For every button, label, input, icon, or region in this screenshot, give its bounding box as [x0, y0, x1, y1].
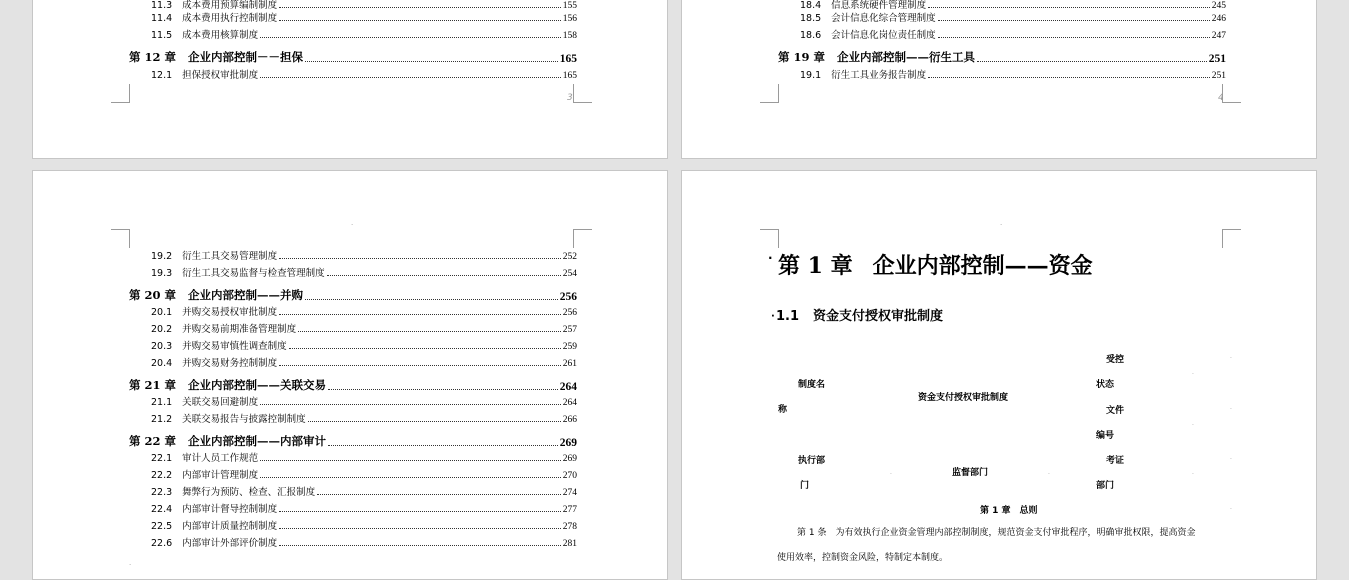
toc-entry[interactable]: 19.1 衍生工具业务报告制度 251 — [800, 70, 1226, 81]
margin-corner-mark — [1222, 84, 1241, 103]
article-paragraph[interactable]: 第 1 条 为有效执行企业资金管理内部控制制度，规范资金支付审批程序，明确审批权限，提高资金 使用效率，控制资金风险，特制定本制度。 — [777, 528, 1196, 563]
margin-corner-mark — [1222, 229, 1241, 248]
exec-dept-label: 门 — [800, 481, 810, 491]
document-page-3 — [32, 0, 668, 159]
table-chapter-head: 第 1 章 总则 — [980, 506, 1038, 516]
document-page-4 — [681, 0, 1317, 159]
toc-entry[interactable]: 20.4 并购交易财务控制制度 261 — [151, 358, 577, 369]
chapter-heading[interactable]: 第 1 章 企业内部控制——资金 — [778, 253, 1093, 279]
document-page-6: . · 第 1 章 企业内部控制——资金 · 1.1 资金支付授权审批制度 受控 状态 文件 编号 考证 部门 制度名 称 资金支付授权审批制度 执行部 门 监督部门 第 1 章 总则 . . . . . . . . . 第 1 条 为有效执行企业资金管理内部控制制度，规范资金支付审批程序，明确审批权限，提高资金 使用效率，控制资金风险，特制定本制度。 — [681, 170, 1317, 580]
toc-entry[interactable]: 19.3 衍生工具交易监督与检查管理制度 254 — [151, 268, 577, 279]
toc-entry[interactable]: 22.3 舞弊行为预防、检查、汇报制度 274 — [151, 487, 577, 498]
policy-name-label: 称 — [778, 405, 788, 415]
header-mark: . — [1000, 219, 1003, 227]
toc-chapter-entry[interactable]: 第 12 章 企业内部控制－－担保 165 — [129, 50, 577, 65]
toc-entry[interactable]: 11.5 成本费用核算制度 158 — [151, 30, 577, 41]
toc-entry[interactable]: 22.1 审计人员工作规范 269 — [151, 453, 577, 464]
margin-corner-mark — [111, 229, 130, 248]
toc-entry[interactable]: 20.2 并购交易前期准备管理制度 257 — [151, 324, 577, 335]
file-number-label: 文件 — [1106, 406, 1125, 416]
toc-entry[interactable]: 12.1 担保授权审批制度 165 — [151, 70, 577, 81]
toc-entry[interactable]: 20.1 并购交易授权审批制度 256 — [151, 307, 577, 318]
document-page-5 — [32, 170, 668, 580]
heading-bullet: · — [768, 251, 773, 265]
policy-name-label: 制度名 — [798, 380, 826, 390]
toc-entry[interactable]: 22.6 内部审计外部评价制度 281 — [151, 538, 577, 549]
toc-entry[interactable]: 19.2 衍生工具交易管理制度 252 — [151, 251, 577, 262]
toc-entry[interactable]: 18.6 会计信息化岗位责任制度 247 — [800, 30, 1226, 41]
toc-entry[interactable]: 11.3 成本费用预算编制制度 155 — [151, 0, 577, 11]
margin-corner-mark — [760, 229, 779, 248]
policy-name-value[interactable]: 资金支付授权审批制度 — [918, 393, 1009, 403]
toc-entry[interactable]: 20.3 并购交易审慎性调查制度 259 — [151, 341, 577, 352]
toc-entry[interactable]: 21.2 关联交易报告与披露控制制度 266 — [151, 414, 577, 425]
toc-entry[interactable]: 21.1 关联交易回避制度 264 — [151, 397, 577, 408]
supervise-dept-label: 监督部门 — [952, 468, 989, 478]
margin-corner-mark — [760, 84, 779, 103]
toc-entry[interactable]: 22.5 内部审计质量控制制度 278 — [151, 521, 577, 532]
exec-dept-label: 执行部 — [798, 456, 826, 466]
margin-corner-mark — [573, 229, 592, 248]
margin-corner-mark — [573, 84, 592, 103]
margin-corner-mark — [111, 84, 130, 103]
file-number-label: 编号 — [1096, 431, 1115, 441]
toc-chapter-entry[interactable]: 第 21 章 企业内部控制——关联交易 264 — [129, 378, 577, 393]
header-mark: . — [351, 219, 354, 227]
toc-chapter-entry[interactable]: 第 20 章 企业内部控制——并购 256 — [129, 288, 577, 303]
toc-entry[interactable]: 22.4 内部审计督导控制制度 277 — [151, 504, 577, 515]
page-number: 3 — [567, 93, 573, 103]
exam-dept-label: 部门 — [1096, 481, 1115, 491]
toc-entry[interactable]: 18.5 会计信息化综合管理制度 246 — [800, 13, 1226, 24]
page-number: 4 — [1218, 93, 1224, 103]
toc-chapter-entry[interactable]: 第 22 章 企业内部控制——内部审计 269 — [129, 434, 577, 449]
toc-entry[interactable]: 18.4 信息系统硬件管理制度 245 — [800, 0, 1226, 11]
exam-dept-label: 考证 — [1106, 456, 1125, 466]
controlled-status-label: 受控 — [1106, 355, 1125, 365]
controlled-status-label: 状态 — [1096, 380, 1115, 390]
section-heading[interactable]: 1.1 资金支付授权审批制度 — [776, 309, 944, 324]
toc-chapter-entry[interactable]: 第 19 章 企业内部控制——衍生工具 251 — [778, 50, 1226, 65]
paragraph-mark: . — [129, 559, 132, 567]
toc-entry[interactable]: 11.4 成本费用执行控制制度 156 — [151, 13, 577, 24]
toc-entry[interactable]: 22.2 内部审计管理制度 270 — [151, 470, 577, 481]
heading-bullet: · — [771, 311, 775, 322]
